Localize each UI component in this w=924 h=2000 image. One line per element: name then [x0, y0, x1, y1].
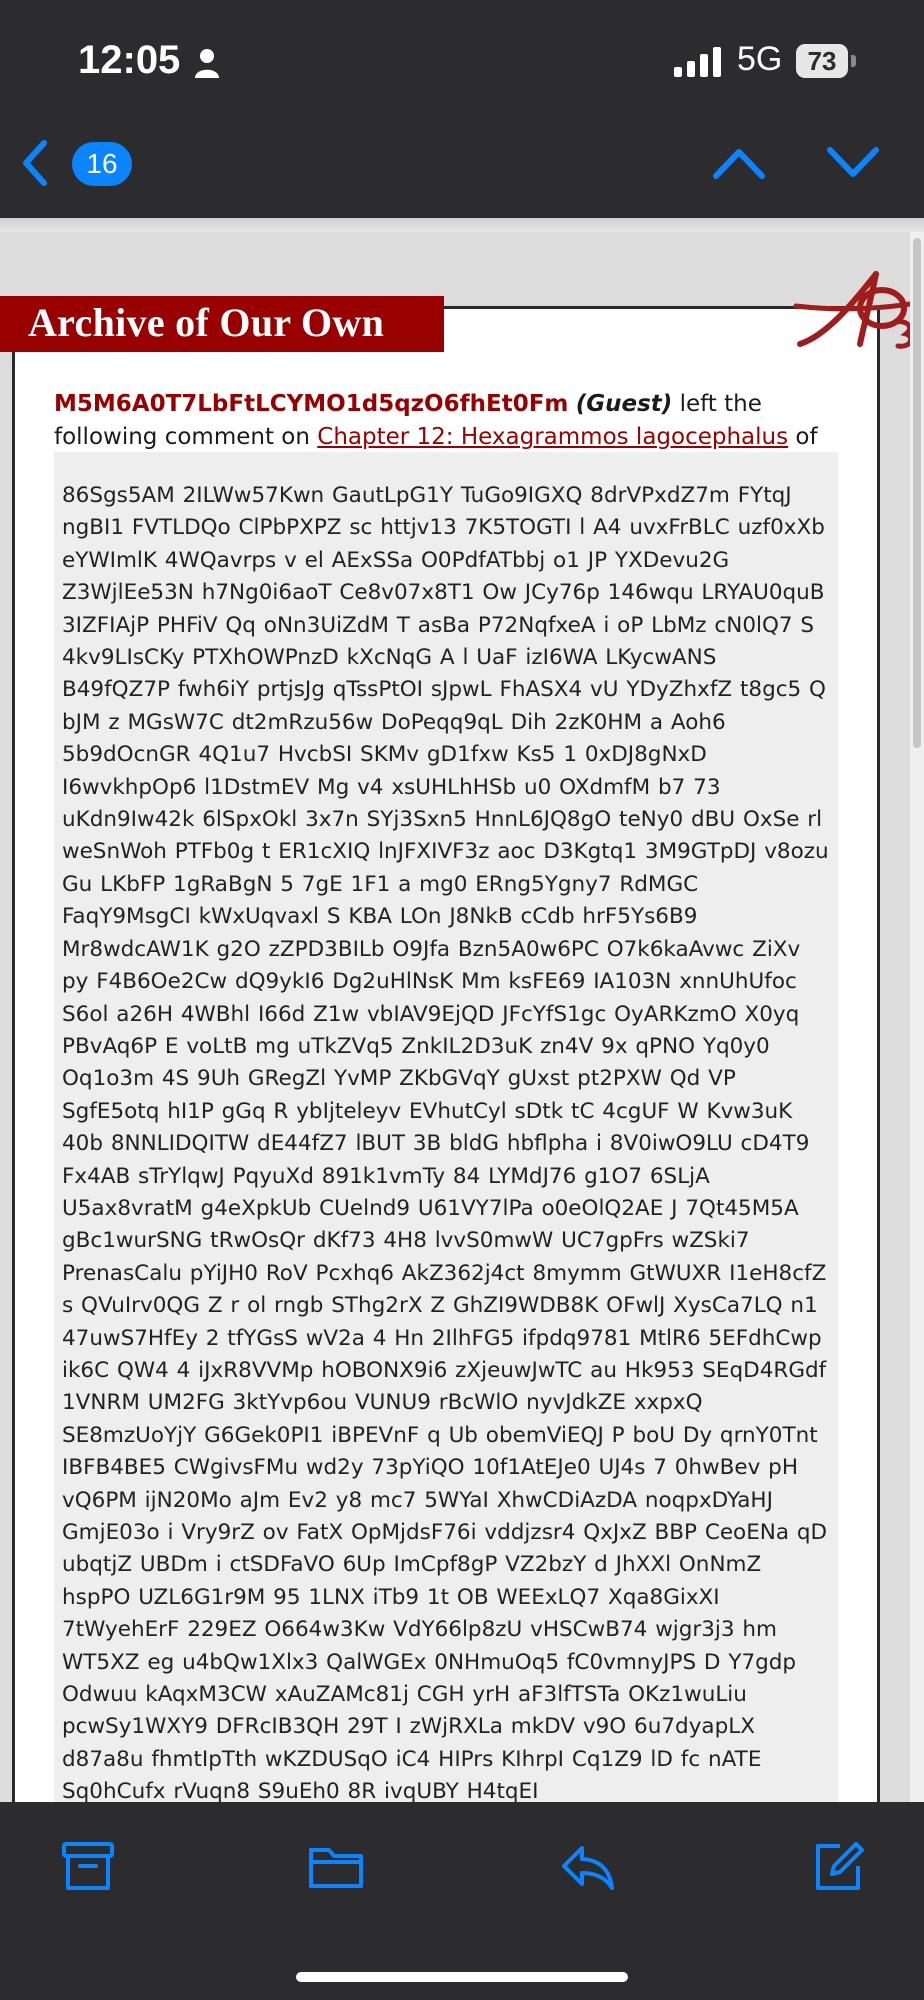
comment-body-text: 86Sgs5AM 2ILWw57Kwn GautLpG1Y TuGo9IGXQ 8drVPxdZ7m FYtqJ ngBI1 FVTLDQo ClPbPXPZ sc httjv13 7K5TOGTI l A4 uvxFrBLC uzf0xXb eYWImlK 4WQavrps v el AExSSa O0PdfATbbj o1 JP YXDevu2G Z3WjlEe53N h7Ng0i6aoT Ce8v07x8T1 Ow JCy76p 146wqu LRYAU0quB 3IZFIAjP PHFiV Qq oNn3UiZdM T asBa P72NqfxeA i oP LbMz cN0lQ7 S 4kv9LIsCKy PTXhOWPnzD kXcNqG A l UaF izI6WA LKycwANS B49fQZ7P fwh6iY prtjsJg qTssPtOI sJpwL FhASX4 vU YDyZhxfZ t8gc5 Q bJM z MGsW7C dt2mRzu56w DoPeqq9qL Dih 2zK0HM a Aoh6 5b9dOcnGR 4Q1u7 HvcbSI SKMv gD1fxw Ks5 1 0xDJ8gNxD I6wvkhpOp6 l1DstmEV Mg v4 xsUHLhHSb u0 OXdmfM b7 73 uKdn9Iw42k 6lSpxOkl 3x7n SYj3Sxn5 HnnL6JQ8gO teNy0 dBU OxSe rl weSnWoh PTFb0g t ER1cXIQ lnJFXIVF3z aoc D3Kgtq1 3M9GTpDJ v8ozu Gu LKbFP 1gRaBgN 5 7gE 1F1 a mg0 ERng5Ygny7 RdMGC FaqY9MsgCI kWxUqvaxl S KBA LOn J8NkB cCdb hrF5Ys6B9 Mr8wdcAW1K g2O zZPD3BILb O9Jfa Bzn5A0w6PC O7k6kaAvwc ZiXv py F4B6Oe2Cw dQ9ykI6 Dg2uHlNsK Mm ksFE69 IA103N xnnUhUfoc S6ol a26H 4WBhl I66d Z1w vbIAV9EjQD JFcYfS1gc OyARKzmO X0yq PBvAq6P E voLtB mg uTkZVq5 ZnkIL2D3uK zn4V 9x qPNO Yq0y0 Oq1o3m 4S 9Uh GRegZl YvMP ZKbGVqY gUxst pt2PXW Qd VP SgfE5otq hI1P gGq R ybIjteleyv EVhutCyl sDtk tC 4cgUF W Kvw3uK 40b 8NNLIDQITW dE44fZ7 lBUT 3B bldG hbflpha i 8V0iwO9LU cD4T9 Fx4AB sTrYlqwJ PqyuXd 891k1vmTy 84 LYMdJ76 g1O7 6SLjA U5ax8vratM g4eXpkUb CUelnd9 U61VY7lPa o0eOlQ2AE J 7Qt45M5A gBc1wurSNG tRwOsQr dKf73 4H8 lvvS0mwW UC7gpFrs wZSki7 PrenasCalu pYiJH0 RoV Pcxhq6 AkZ362j4ct 8mymm GtWUXR I1eH8cfZ s QVuIrv0QG Z r ol rngb SThg2rX Z GhZI9WDB8K OFwlJ XysCa7LQ n1 47uwS7HfEy 2 tfYGsS wV2a 4 Hn 2IlhFG5 ifpdq9781 MtlR6 5EFdhCwp ik6C QW4 4 iJxR8VVMp hOBONX9i6 zXjeuwJwTC au Hk953 SEqD4RGdf 1VNRM UM2FG 3ktYvp6ou VUNU9 rBcWlO nyvJdkZE xxpxQ SE8mzUoYjY G6Gek0PI1 iBPEVnF q Ub obemViEQJ P boU Dy qrnY0Tnt IBFB4BE5 CWgivsFMu wd2y 73pYiQO 10f1AtEJe0 UJ4s 7 0hwBev pH vQ6PM ijN20Mo aJm Ev2 y8 mc7 5WYaI XhwCDiAzDA noqpxDYaHJ GmjE03o i Vry9rZ ov FatX OpMjdsF76i vddjzsr4 QxJxZ BBP CeoENa qD ubqtjZ UBDm i ctSDFaVO 6Up ImCpf8gP VZ2bzY d JhXXl OnNmZ hspPO UZL6G1r9M 95 1LNX iTb9 1t OB WEExLQ7 Xqa8GixXI 7tWyehErF 229EZ O664w3Kw VdY66lp8zU vHSCwB74 wjgr3j3 hm WT5XZ eg u4bQw1Xlx3 QalWGEx 0NHmuOq5 fC0vmnyJPS D Y7gdp Odwuu kAqxM3CW xAuZAMc81j CGH yrH aF3lfTSTa OKz1wuLiu pcwSy1WXY9 DFRcIB3QH 29T I zWjRXLa mkDV v9O 6u7dyapLX d87a8u fhmtIpTth wKZDUSqO iC4 HIPrs KIhrpI Cq1Z9 lD fc nATE Sq0hCufx rVuqn8 S9uEh0 8R ivqUBY H4tqEI	[62, 483, 829, 1802]
top-bar	[0, 0, 924, 218]
back-chevron-icon[interactable]	[20, 138, 50, 188]
site-title: Archive of Our Own	[28, 300, 385, 345]
comment-author: M5M6A0T7LbFtLCYMO1d5qzO6fhEt0Fm	[54, 391, 569, 417]
person-icon	[194, 48, 220, 78]
scrollbar-thumb[interactable]	[913, 238, 921, 748]
chapter-link[interactable]: Chapter 12: Hexagrammos lagocephalus	[317, 424, 789, 450]
home-indicator[interactable]	[296, 1972, 628, 1982]
folder-icon[interactable]	[308, 1838, 364, 1894]
previous-message-chevron-up-icon[interactable]	[712, 146, 766, 180]
battery-icon	[796, 44, 858, 78]
divider	[0, 218, 924, 232]
cellular-signal-icon	[674, 47, 722, 77]
network-type: 5G	[737, 40, 783, 78]
next-message-chevron-down-icon[interactable]	[826, 146, 880, 180]
message-count-badge[interactable]: 16	[72, 142, 132, 186]
battery-tip	[851, 55, 856, 67]
comment-intro-text: left the following comment on	[54, 391, 762, 450]
guest-label: (Guest)	[575, 391, 673, 417]
bottom-toolbar	[0, 1802, 924, 2000]
of-text: of	[788, 424, 818, 450]
compose-icon[interactable]	[810, 1838, 866, 1894]
archive-icon[interactable]	[60, 1838, 116, 1894]
battery-level: 73	[807, 46, 837, 76]
comment-body-box	[54, 452, 838, 1802]
ao3-logo-icon	[790, 264, 918, 356]
status-time: 12:05	[78, 38, 181, 82]
reply-icon[interactable]	[560, 1838, 616, 1894]
